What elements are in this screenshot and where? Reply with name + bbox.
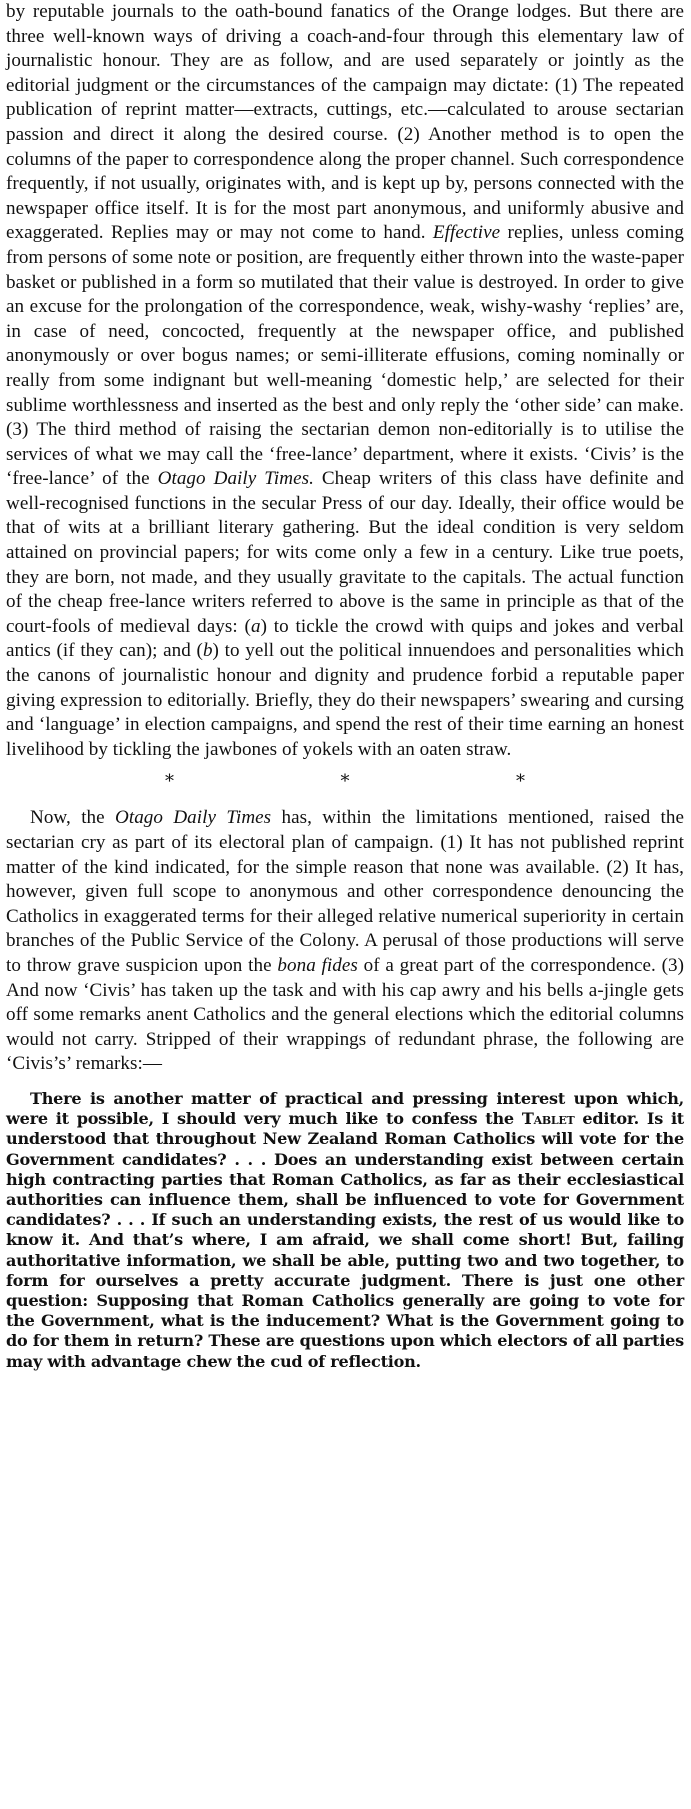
- italic-run: Effective: [432, 222, 501, 244]
- newspaper-column: [6, 0, 684, 1372]
- asterism-star: *: [340, 771, 350, 793]
- paragraph-journalistic-methods: [6, 0, 684, 762]
- text-run: Cheap writers of this class have definite and well-recognised functions in the secular Press of our day. Ideally, their office would be that of wits at a brilliant literary gathering. But the ideal condition is very seldom attained on provincial papers; for wits come only a few in a century. Like true poets, they are born, not made, and they usually gravitate to the capitals. The actual function of the cheap free-lance writers referred to above is the same in principle as that of the court-fools of medieval days: (: [6, 468, 684, 637]
- section-break-asterism: [165, 772, 525, 792]
- text-run: has, within the limitations mentioned, raised the sectarian cry as part of its electoral plan of campaign. (1) It has not published reprint matter of the kind indicated, for the simple reason that none was available. (2) It has, however, given full scope to anonymous and other correspondence denouncing the Catholics in exaggerated terms for their alleged relative numerical superiority in certain branches of the Public Service of the Colony. A perusal of those productions will serve to throw grave suspicion upon the: [6, 807, 685, 976]
- text-run: There is another matter of practical and pressing interest upon which, were it possible, I should very much like to confess the: [6, 1088, 684, 1129]
- italic-run: Otago Daily Times.: [157, 468, 314, 490]
- text-run: Now, the: [30, 807, 116, 829]
- text-run: ) to yell out the political innuendoes and personalities which the canons of journalistic honour and dignity and prudence forbid a reputable paper giving expression to editorially. Briefly, they do their newspapers’ swearing and cursing and ‘language’ in election campaigns, and spend the rest of their time earning an honest livelihood by tickling the jawbones of yokels with an oaten straw.: [6, 640, 684, 760]
- text-run: editor. Is it understood that throughout New Zealand Roman Catholics will vote for the Government candidates? . . . Does an understanding exist between certain high contracting parties that Roman Catholics, as far as their ecclesiastical authorities can influence them, shall be influenced to vote for Government candidates? . . . If such an understanding exists, the rest of us would like to know it. And that’s where, I am afraid, we shall come short! But, failing authoritative information, we shall be able, putting two and two together, to form for ourselves a pretty accurate judgment. There is just one other question: Supposing that Roman Catholics generally are going to vote for the Government, what is the inducement? What is the Government going to do for them in return? These are questions upon which electors of all parties may with advantage chew the cud of reflection.: [6, 1109, 684, 1371]
- text-run: of a great part of the correspondence. (3) And now ‘Civis’ has taken up the task and with his cap awry and his bells a-jingle gets off some remarks anent Catholics and the general elections which the editorial columns would not carry. Stripped of their wrappings of redundant phrase, the following are ‘Civis’s’ remarks:—: [6, 954, 684, 1075]
- italic-run: bona fides: [277, 954, 358, 976]
- civis-quotation: [6, 1089, 684, 1372]
- asterism-star: *: [516, 771, 525, 793]
- text-run: ) to tickle the crowd with quips and jokes and verbal antics (if they can); and (: [6, 615, 685, 662]
- text-run: replies, unless coming from persons of some note or position, are frequently either thrown into the waste-paper basket or published in a form so mutilated that their value is destroyed. In order to give an excuse for the prolongation of the correspondence, weak, wishy-washy ‘replies’ are, in case of need, concocted, frequently at the newspaper office, and published anonymously or over bogus names; or semi-illiterate effusions, coming nominally or really from some indignant but well-meaning ‘domestic help,’ are selected for their sublime worthlessness and inserted as the best and only reply the ‘other side’ can make. (3) The third method of raising the sectarian demon non-editorially is to utilise the services of what we may call the ‘free-lance’ department, where it exists. ‘Civis’ is the ‘free-lance’ of the: [6, 222, 684, 490]
- asterism-star: *: [165, 771, 174, 793]
- paragraph-otago-daily-times: [6, 806, 684, 1077]
- italic-run: Otago Daily Times: [115, 807, 272, 829]
- text-run: by reputable journals to the oath-bound fanatics of the Orange lodges. But there are three well-known ways of driving a coach-and-four through this elementary law of journalistic honour. They are as follow, and are used separately or jointly as the editorial judgment or the circumstances of the campaign may dictate: (1) The repeated publication of reprint matter—extracts, cuttings, etc.—calculated to arouse sectarian passion and direct it along the desired course. (2) Another method is to open the columns of the paper to correspondence along the proper channel. Such correspondence frequently, if not usually, originates with, and is kept up by, persons connected with the newspaper office itself. It is for the most part anonymous, and uniformly abusive and exaggerated. Replies may or may not come to hand.: [6, 1, 684, 244]
- italic-run: b: [202, 640, 213, 662]
- italic-run: a: [250, 615, 261, 637]
- small-caps-run: Tablet: [521, 1109, 575, 1129]
